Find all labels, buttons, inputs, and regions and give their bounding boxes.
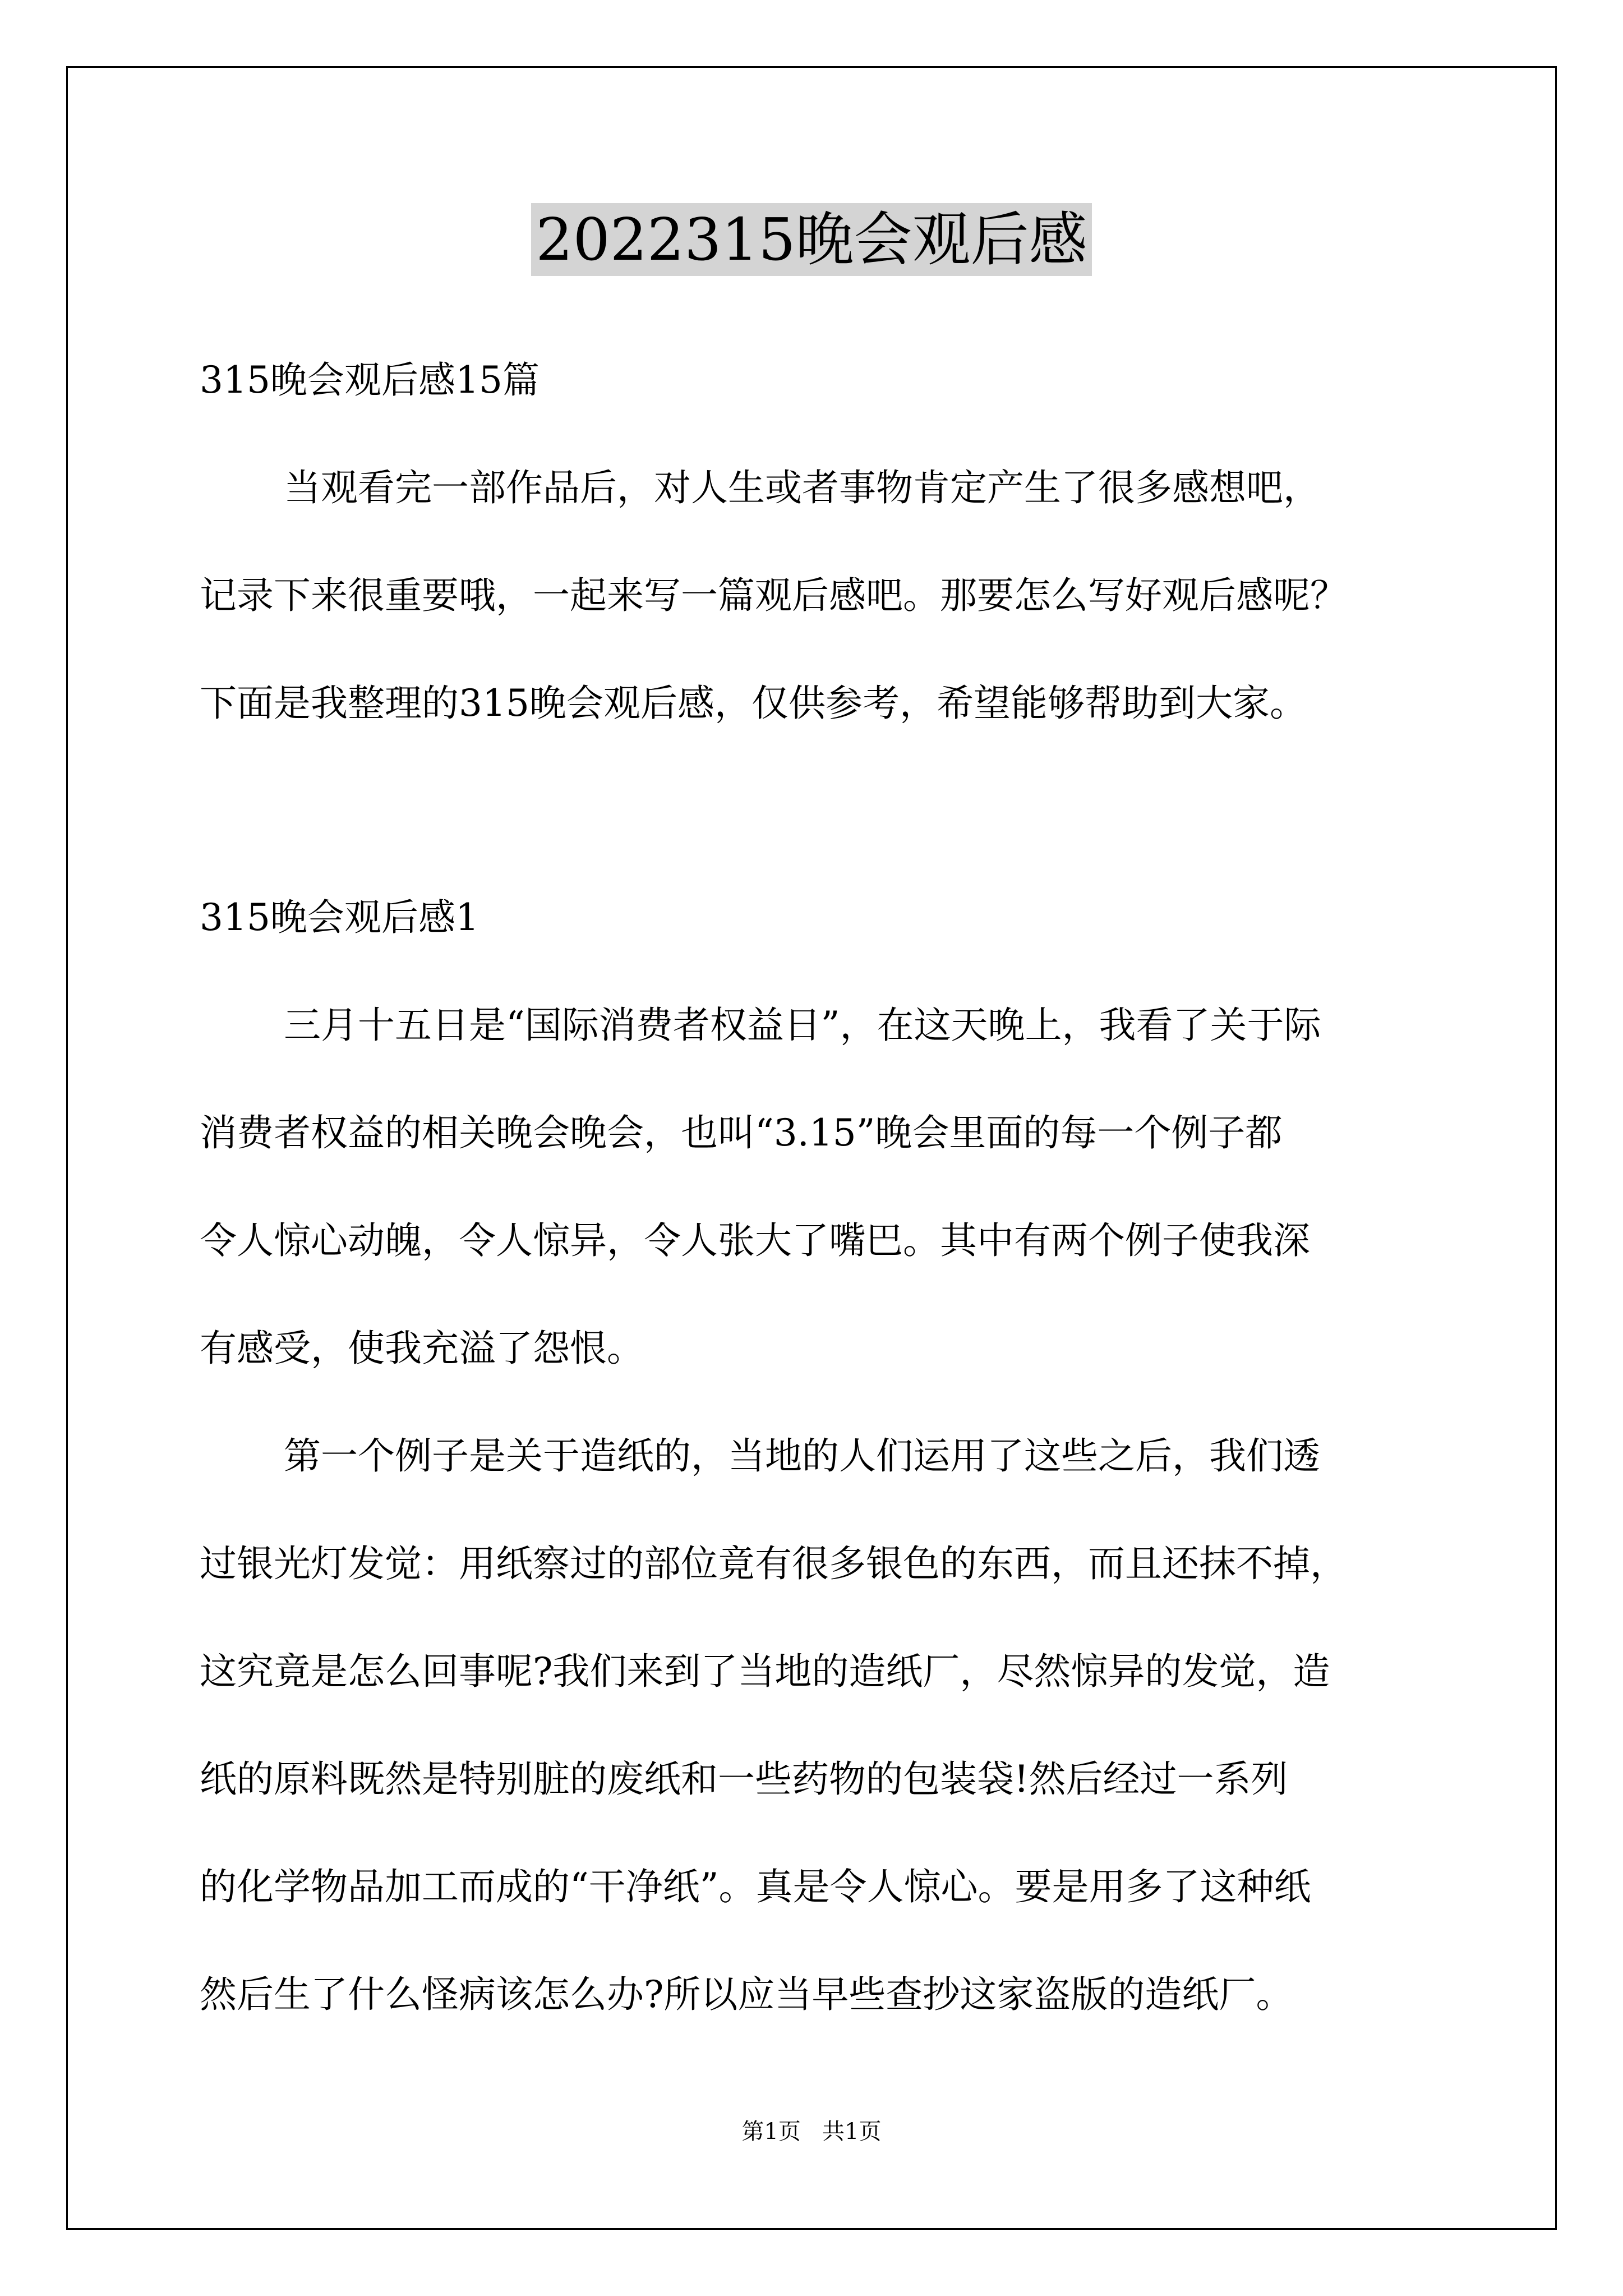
para2-line-1: 第一个例子是关于造纸的，当地的人们运用了这些之后，我们透	[284, 1434, 1320, 1478]
para2-line-3: 这究竟是怎么回事呢?我们来到了当地的造纸厂，尽然惊异的发觉，造	[200, 1650, 1330, 1693]
intro-line-2: 记录下来很重要哦，一起来写一篇观后感吧。那要怎么写好观后感呢？	[200, 574, 1347, 617]
subtitle: 315晚会观后感15篇	[200, 358, 540, 402]
intro-line-3: 下面是我整理的315晚会观后感，仅供参考，希望能够帮助到大家。	[200, 682, 1307, 725]
para1-line-2: 消费者权益的相关晚会晚会，也叫“3.15”晚会里面的每一个例子都	[200, 1111, 1283, 1154]
intro-line-1: 当观看完一部作品后，对人生或者事物肯定产生了很多感想吧，	[284, 466, 1320, 509]
para1-line-1: 三月十五日是“国际消费者权益日”，在这天晚上，我看了关于际	[284, 1004, 1321, 1047]
para1-line-3: 令人惊心动魄，令人惊异，令人张大了嘴巴。其中有两个例子使我深	[200, 1219, 1310, 1262]
title-container	[0, 203, 1623, 276]
page-footer: 第1页 共1页	[741, 2119, 882, 2145]
section-heading: 315晚会观后感1	[200, 896, 479, 939]
para2-line-2: 过银光灯发觉：用纸察过的部位竟有很多银色的东西，而且还抹不掉，	[200, 1542, 1347, 1585]
para2-line-5: 的化学物品加工而成的“干净纸”。真是令人惊心。要是用多了这种纸	[200, 1865, 1311, 1908]
para2-line-6: 然后生了什么怪病该怎么办?所以应当早些查抄这家盗版的造纸厂。	[200, 1973, 1293, 2016]
para1-line-4: 有感受，使我充溢了怨恨。	[200, 1327, 644, 1370]
para2-line-4: 纸的原料既然是特别脏的废纸和一些药物的包装袋!然后经过一系列	[200, 1757, 1288, 1801]
document-title: 2022315晚会观后感	[531, 203, 1091, 276]
